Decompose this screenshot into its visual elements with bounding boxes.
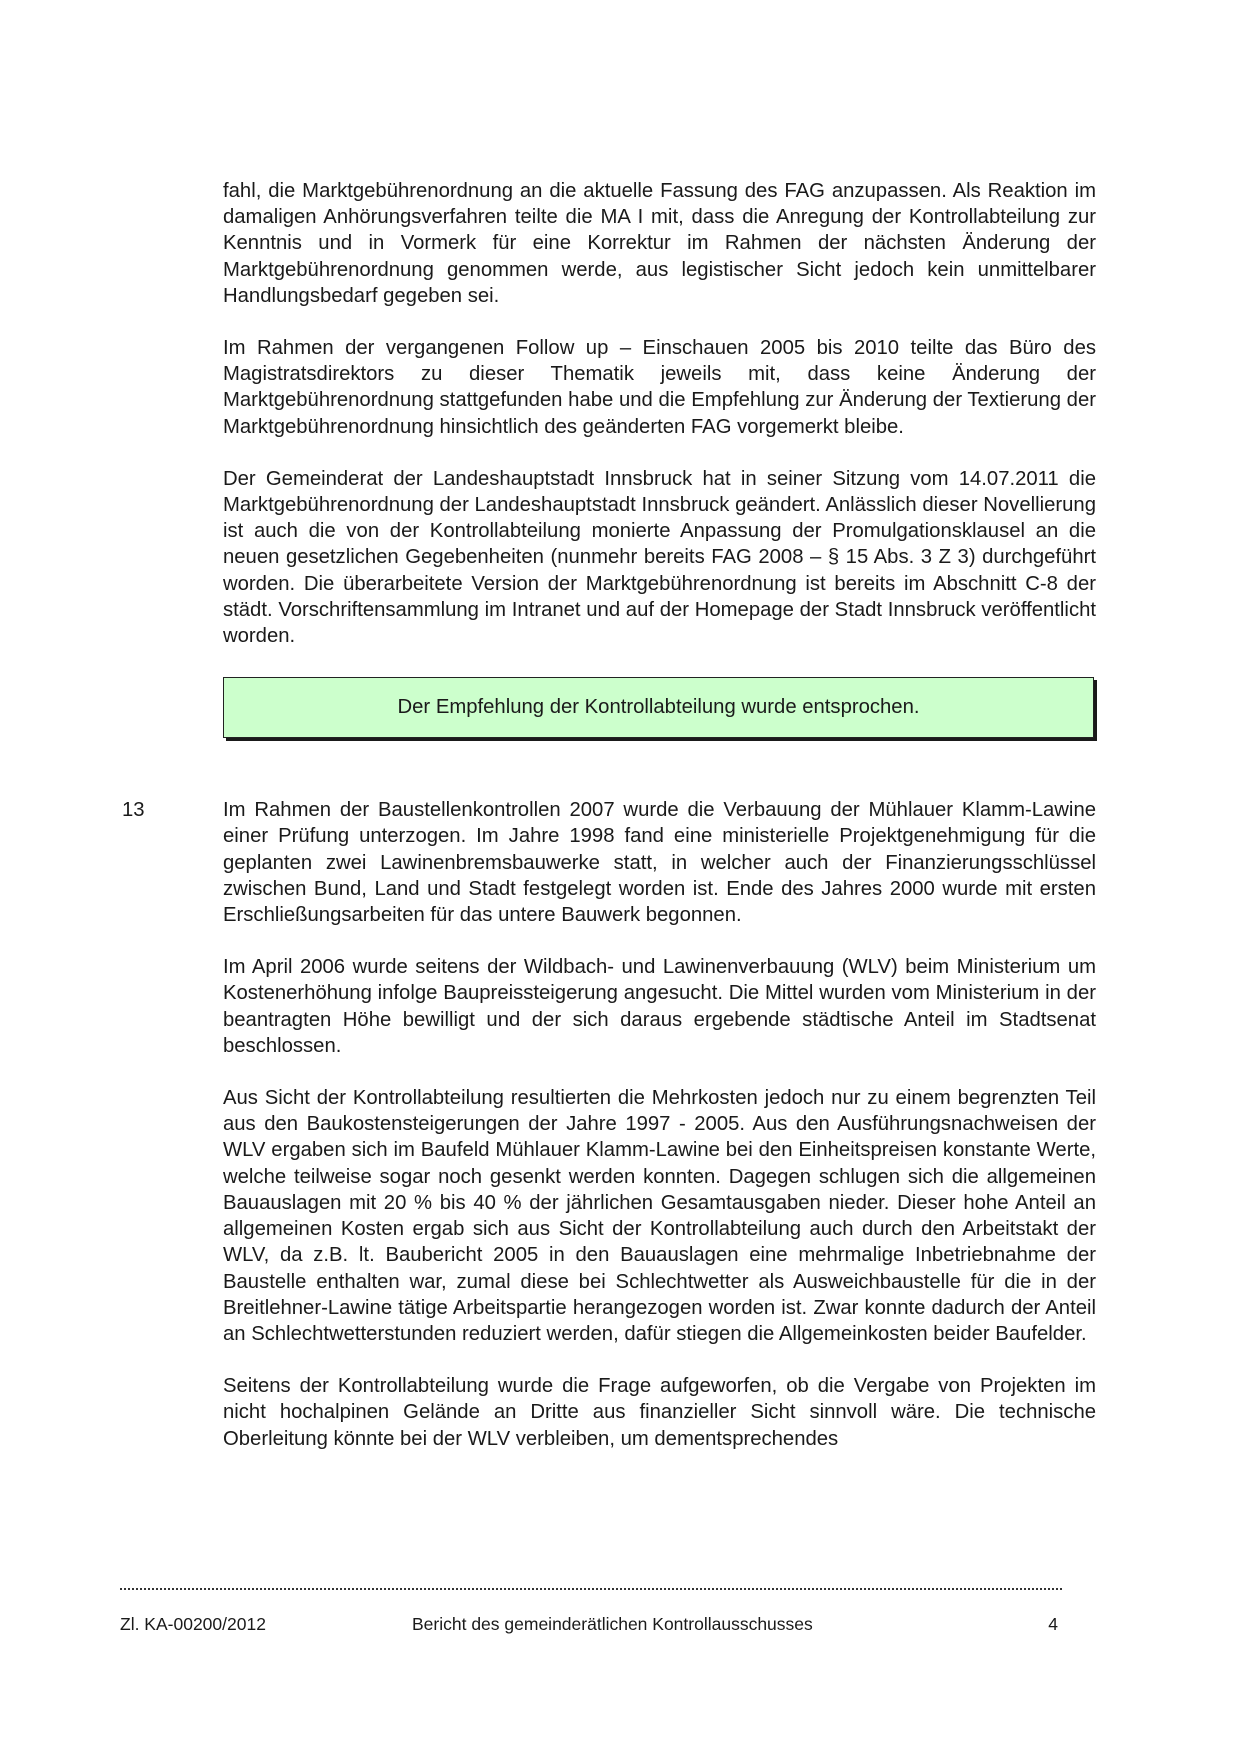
footer-divider <box>120 1588 1062 1590</box>
page-number: 4 <box>1048 1614 1058 1634</box>
paragraph-baustellenkontrollen: Im Rahmen der Baustellenkontrollen 2007 wurde die Verbauung der Mühlauer Klamm-Lawine einer Prüfung unterzogen. Im Jahre 1998 fand eine ministerielle Projektgenehmigung für die geplanten zwei Lawinenbremsbauwerke statt, in welcher auch der Finanzierungsschlüssel zwischen Bund, Land und Stadt festgelegt worden ist. Ende des Jahres 2000 wurde mit ersten Erschließungsarbeiten für das untere Bauwerk begonnen. <box>223 799 1096 927</box>
section-number: 13 <box>122 799 145 822</box>
recommendation-status-text: Der Empfehlung der Kontrollabteilung wurde entsprochen. <box>397 696 920 719</box>
footer-reference: Zl. KA-00200/2012 <box>120 1614 266 1634</box>
paragraph-follow-up: Im Rahmen der vergangenen Follow up – Einschauen 2005 bis 2010 teilte das Büro des Magistratsdirektors zu dieser Thematik jeweils mit, dass keine Änderung der Marktgebührenordnung stattgefunden habe und die Empfehlung zur Änderung der Textierung der Marktgebührenordnung hinsichtlich des geänderten FAG vorgemerkt bleibe. <box>223 337 1096 438</box>
recommendation-status-box <box>223 677 1094 738</box>
footer-title: Bericht des gemeinderätlichen Kontrollausschusses <box>412 1614 813 1634</box>
paragraph-gemeinderat: Der Gemeinderat der Landeshauptstadt Innsbruck hat in seiner Sitzung vom 14.07.2011 die Marktgebührenordnung der Landeshauptstadt Innsbruck geändert. Anlässlich dieser Novellierung ist auch die von der Kontrollabteilung monierte Anpassung der Promulgationsklausel an die neuen gesetzlichen Gegebenheiten (nunmehr bereits FAG 2008 – § 15 Abs. 3 Z 3) durchgeführt worden. Die überarbeitete Version der Marktgebührenordnung ist bereits im Abschnitt C-8 der städt. Vorschriftensammlung im Intranet und auf der Homepage der Stadt Innsbruck veröffentlicht worden. <box>223 467 1096 648</box>
paragraph-vergabe: Seitens der Kontrollabteilung wurde die Frage aufgeworfen, ob die Vergabe von Projekten im nicht hochalpinen Gelände an Dritte aus finanzieller Sicht sinnvoll wäre. Die technische Oberleitung könnte bei der WLV verbleiben, um dementsprechendes <box>223 1375 1096 1450</box>
section-13 <box>122 797 1096 1451</box>
paragraph-kostenerhoehung: Im April 2006 wurde seitens der Wildbach- und Lawinenverbauung (WLV) beim Ministerium um Kostenerhöhung infolge Baupreissteigerung angesucht. Die Mittel wurden vom Ministerium in der beantragten Höhe bewilligt und der sich daraus ergebende städtische Anteil im Stadtsenat beschlossen. <box>223 956 1096 1057</box>
paragraph-mehrkosten: Aus Sicht der Kontrollabteilung resultierten die Mehrkosten jedoch nur zu einem begrenzten Teil aus den Baukostensteigerungen der Jahre 1997 - 2005. Aus den Ausführungsnachweisen der WLV ergaben sich im Baufeld Mühlauer Klamm-Lawine bei den Einheitspreisen konstante Werte, welche teilweise sogar noch gesenkt werden konnten. Dagegen schlugen sich die allgemeinen Bauauslagen mit 20 % bis 40 % der jährlichen Gesamtausgaben nieder. Dieser hohe Anteil an allgemeinen Kosten ergab sich aus Sicht der Kontrollabteilung auch durch den Arbeitstakt der WLV, da z.B. lt. Baubericht 2005 in den Bauauslagen eine mehrmalige Inbetriebnahme der Baustelle enthalten war, zumal diese bei Schlechtwetter als Ausweichbaustelle für die in der Breitlehner-Lawine tätige Arbeitspartie herangezogen worden ist. Zwar konnte dadurch der Anteil an Schlechtwetterstunden reduziert werden, dafür stiegen die Allgemeinkosten beider Baufelder. <box>223 1087 1096 1345</box>
page-body <box>122 178 1096 1452</box>
paragraph-fag-adjustment: fahl, die Marktgebührenordnung an die aktuelle Fassung des FAG anzupassen. Als Reaktion im damaligen Anhörungsverfahren teilte die MA I mit, dass die Anregung der Kontrollabteilung zur Kenntnis und in Vormerk für eine Korrektur im Rahmen der nächsten Änderung der Marktgebührenordnung genommen werde, aus legistischer Sicht jedoch kein unmittelbarer Handlungsbedarf gegeben sei. <box>223 180 1096 307</box>
